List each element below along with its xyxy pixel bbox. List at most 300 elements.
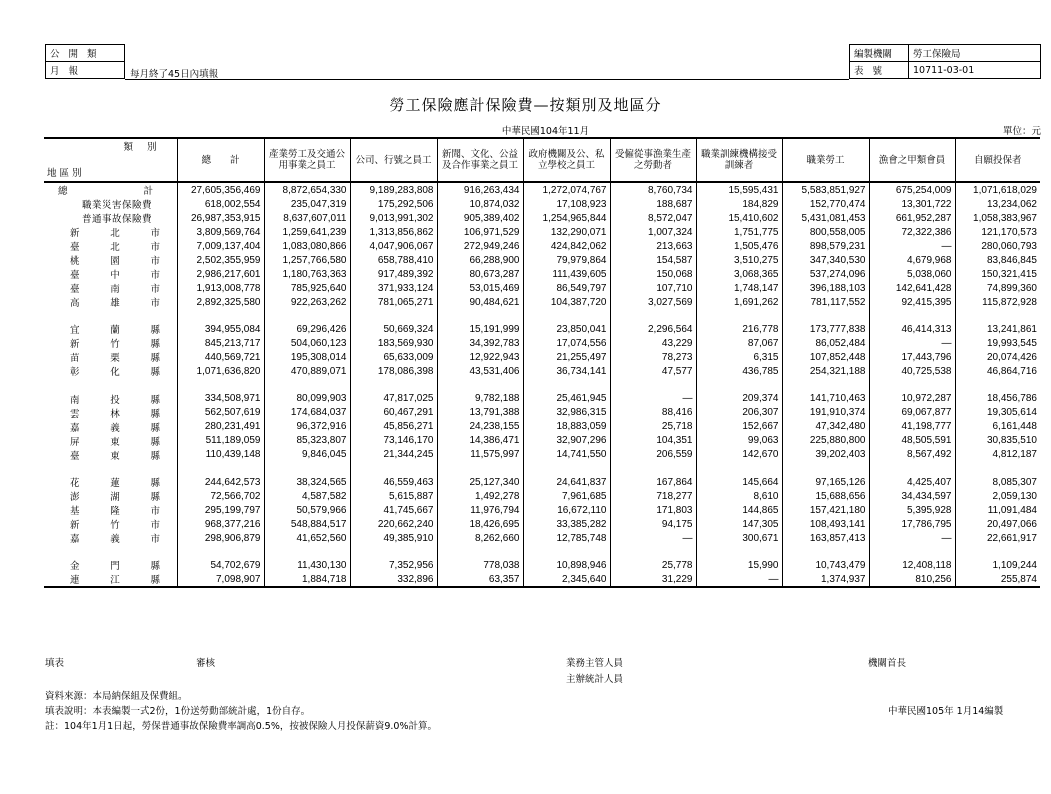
- value-cell: 74,899,360: [986, 282, 1037, 294]
- value-cell: 21,344,245: [350, 448, 437, 462]
- value-cell: 50,669,324: [350, 322, 437, 336]
- value-cell: 216,778: [696, 322, 782, 336]
- value-cell: [437, 462, 523, 475]
- value-cell: 11,430,130: [264, 558, 350, 572]
- value-cell: 537,274,096: [782, 267, 869, 281]
- value-cell: 167,864: [610, 475, 696, 489]
- row-label: [44, 406, 177, 420]
- row-label-text: 新竹縣: [70, 339, 160, 351]
- col-header: 產業勞工及交通公用事業之員工: [264, 138, 350, 182]
- compiled-date: 中華民國105年 1月14編製: [888, 706, 1004, 717]
- value-cell: 922,263,262: [264, 295, 350, 309]
- value-cell: 17,786,795: [869, 517, 955, 531]
- col-header: 職業勞工: [782, 138, 869, 182]
- value-cell: 46,559,463: [350, 475, 437, 489]
- table-row: [44, 253, 1040, 267]
- value-cell: 152,770,474: [782, 197, 869, 211]
- value-cell: 255,874: [955, 572, 1040, 587]
- value-cell: 66,288,900: [437, 253, 523, 267]
- value-cell: 72,566,702: [177, 489, 264, 503]
- value-cell: [523, 462, 610, 475]
- value-cell: 41,198,777: [869, 420, 955, 434]
- value-cell: 1,884,718: [264, 572, 350, 587]
- value-cell: 800,558,005: [782, 225, 869, 239]
- row-label: [44, 572, 177, 587]
- header-right-box: [849, 44, 1041, 79]
- value-cell: 8,637,607,011: [264, 211, 350, 225]
- value-cell: 104,351: [610, 434, 696, 448]
- value-cell: [350, 378, 437, 391]
- value-cell: 83,846,845: [986, 254, 1037, 266]
- row-label: [44, 503, 177, 517]
- value-cell: [869, 309, 955, 322]
- row-label-text: 屏東縣: [70, 436, 160, 448]
- value-cell: 47,817,025: [350, 392, 437, 406]
- row-label-text: 總 計: [58, 186, 154, 197]
- table-row: [44, 182, 1040, 197]
- value-cell: [177, 309, 264, 322]
- value-cell: 141,710,463: [782, 392, 869, 406]
- value-cell: 25,127,340: [437, 475, 523, 489]
- value-cell: [350, 462, 437, 475]
- value-cell: [782, 309, 869, 322]
- value-cell: 9,013,991,302: [350, 211, 437, 225]
- value-cell: 25,778: [610, 558, 696, 572]
- row-label: [44, 239, 177, 253]
- value-cell: 254,321,188: [782, 364, 869, 378]
- value-cell: 106,971,529: [437, 225, 523, 239]
- value-cell: 173,777,838: [782, 322, 869, 336]
- value-cell: 1,071,618,029: [973, 184, 1037, 196]
- value-cell: [177, 545, 264, 558]
- value-cell: 152,667: [696, 420, 782, 434]
- spacer-row: [44, 462, 1040, 475]
- value-cell: 43,531,406: [437, 364, 523, 378]
- table-row: [44, 267, 1040, 281]
- table-row: [44, 475, 1040, 489]
- value-cell: 73,146,170: [350, 434, 437, 448]
- value-cell: 50,579,966: [264, 503, 350, 517]
- value-cell: 46,864,716: [986, 365, 1037, 377]
- value-cell: 48,505,591: [869, 434, 955, 448]
- value-cell: 38,324,565: [264, 475, 350, 489]
- value-cell: 371,933,124: [350, 281, 437, 295]
- category-label: 類別: [123, 142, 171, 153]
- value-cell: 298,906,879: [177, 531, 264, 545]
- value-cell: 898,579,231: [782, 239, 869, 253]
- value-cell: [610, 309, 696, 322]
- value-cell: [869, 462, 955, 475]
- corner-header: [44, 138, 177, 182]
- filler-label: 填表: [45, 658, 65, 669]
- value-cell: 22,661,917: [986, 532, 1037, 544]
- value-cell: [350, 545, 437, 558]
- value-cell: 32,907,296: [523, 434, 610, 448]
- value-cell: 17,108,923: [523, 197, 610, 211]
- value-cell: 183,569,930: [350, 336, 437, 350]
- row-label-text: 臺南市: [70, 284, 160, 295]
- report-deadline: 每月終了45日內填報: [130, 69, 219, 80]
- value-cell: [955, 545, 1040, 558]
- value-cell: 41,745,667: [350, 503, 437, 517]
- value-cell: 916,263,434: [437, 182, 523, 197]
- value-cell: 142,670: [696, 448, 782, 462]
- value-cell: 11,091,484: [987, 504, 1037, 516]
- value-cell: —: [869, 239, 955, 253]
- header-left-rule: [125, 79, 849, 80]
- value-cell: 80,099,903: [264, 392, 350, 406]
- value-cell: 157,421,180: [782, 503, 869, 517]
- value-cell: 191,910,374: [782, 406, 869, 420]
- col-header: 總 計: [177, 138, 264, 182]
- value-cell: 1,058,383,967: [973, 212, 1037, 224]
- table-row: [44, 239, 1040, 253]
- unit-label: 單位：元: [1002, 126, 1041, 137]
- premium-table: [44, 137, 1040, 588]
- value-cell: [782, 545, 869, 558]
- col-header: 受僱從事漁業生產之勞動者: [610, 138, 696, 182]
- value-cell: 424,842,062: [523, 239, 610, 253]
- value-cell: [437, 545, 523, 558]
- value-cell: 14,741,550: [523, 448, 610, 462]
- value-cell: [610, 378, 696, 391]
- value-cell: 5,583,851,927: [782, 182, 869, 197]
- business-head-label: 業務主管人員: [566, 658, 624, 669]
- value-cell: 4,047,906,067: [350, 239, 437, 253]
- value-cell: 917,489,392: [350, 267, 437, 281]
- value-cell: 46,414,313: [869, 322, 955, 336]
- value-cell: 85,323,807: [264, 434, 350, 448]
- value-cell: 13,241,861: [986, 323, 1037, 335]
- value-cell: [264, 545, 350, 558]
- row-label: [44, 253, 177, 267]
- value-cell: 2,059,130: [992, 490, 1037, 502]
- value-cell: 30,835,510: [986, 435, 1037, 447]
- value-cell: 15,191,999: [437, 322, 523, 336]
- spacer-row: [44, 378, 1040, 391]
- value-cell: 121,170,573: [981, 226, 1037, 238]
- value-cell: 25,718: [610, 420, 696, 434]
- value-cell: 300,671: [696, 531, 782, 545]
- value-cell: [437, 309, 523, 322]
- value-cell: 10,972,287: [869, 392, 955, 406]
- rate-note: 註：104年1月1日起，勞保普通事故保險費率調高0.5%，按被保險人月投保薪資9.0%計算。: [45, 721, 437, 732]
- value-cell: [955, 378, 1040, 391]
- row-label-text: 臺北市: [70, 242, 160, 253]
- value-cell: 184,829: [696, 197, 782, 211]
- filling-note: 填表說明：本表編製一式2份，1份送勞動部統計處，1份自存。: [45, 706, 311, 717]
- value-cell: [350, 309, 437, 322]
- value-cell: 18,883,059: [523, 420, 610, 434]
- value-cell: 209,374: [696, 392, 782, 406]
- table-row: [44, 489, 1040, 503]
- value-cell: 27,605,356,469: [177, 182, 264, 197]
- row-label-text: 基隆市: [70, 506, 160, 518]
- value-cell: 1,257,766,580: [264, 253, 350, 267]
- value-cell: [696, 545, 782, 558]
- value-cell: 436,785: [696, 364, 782, 378]
- value-cell: 5,615,887: [350, 489, 437, 503]
- value-cell: —: [869, 531, 955, 545]
- value-cell: 6,315: [696, 350, 782, 364]
- value-cell: 144,865: [696, 503, 782, 517]
- value-cell: 24,238,155: [437, 420, 523, 434]
- value-cell: 347,340,530: [782, 253, 869, 267]
- value-cell: 10,898,946: [523, 558, 610, 572]
- value-cell: 8,262,660: [437, 531, 523, 545]
- table-row: [44, 364, 1040, 378]
- value-cell: 178,086,398: [350, 364, 437, 378]
- value-cell: 778,038: [437, 558, 523, 572]
- value-cell: 86,549,797: [523, 281, 610, 295]
- value-cell: 11,976,794: [437, 503, 523, 517]
- value-cell: 31,229: [610, 572, 696, 587]
- value-cell: 206,307: [696, 406, 782, 420]
- value-cell: 19,305,614: [986, 407, 1037, 419]
- value-cell: 34,392,783: [437, 336, 523, 350]
- value-cell: 4,425,407: [869, 475, 955, 489]
- row-label-text: 嘉義縣: [70, 422, 160, 434]
- value-cell: 2,296,564: [610, 322, 696, 336]
- value-cell: 7,961,685: [523, 489, 610, 503]
- value-cell: 142,641,428: [869, 281, 955, 295]
- value-cell: 90,484,621: [437, 295, 523, 309]
- value-cell: 5,431,081,453: [782, 211, 869, 225]
- value-cell: 1,505,476: [696, 239, 782, 253]
- row-label: [44, 517, 177, 531]
- value-cell: 15,990: [696, 558, 782, 572]
- value-cell: 10,874,032: [437, 197, 523, 211]
- value-cell: 4,812,187: [992, 449, 1037, 461]
- value-cell: 107,710: [610, 281, 696, 295]
- value-cell: 86,052,484: [782, 336, 869, 350]
- value-cell: 220,662,240: [350, 517, 437, 531]
- value-cell: 1,272,074,767: [523, 182, 610, 197]
- table-row: [44, 336, 1040, 350]
- row-label-text: 苗栗縣: [70, 353, 160, 365]
- table-row: [44, 572, 1040, 587]
- value-cell: 72,322,386: [869, 225, 955, 239]
- value-cell: [610, 545, 696, 558]
- value-cell: 97,165,126: [782, 475, 869, 489]
- value-cell: 272,949,246: [437, 239, 523, 253]
- value-cell: 43,229: [610, 336, 696, 350]
- value-cell: 781,065,271: [350, 295, 437, 309]
- value-cell: 1,083,080,866: [264, 239, 350, 253]
- value-cell: —: [869, 336, 955, 350]
- value-cell: 1,691,262: [696, 295, 782, 309]
- table-row: [44, 392, 1040, 406]
- row-label: [44, 336, 177, 350]
- monthly-report-label: 月報: [46, 62, 125, 79]
- table-row: [44, 448, 1040, 462]
- value-cell: 34,434,597: [869, 489, 955, 503]
- value-cell: 718,277: [610, 489, 696, 503]
- row-label-text: 花蓮縣: [70, 478, 160, 490]
- value-cell: 8,085,307: [992, 476, 1037, 488]
- row-label: [44, 462, 177, 475]
- value-cell: 8,610: [696, 489, 782, 503]
- value-cell: 94,175: [610, 517, 696, 531]
- value-cell: 15,410,602: [696, 211, 782, 225]
- value-cell: [696, 378, 782, 391]
- table-row: [44, 281, 1040, 295]
- value-cell: 115,872,928: [982, 296, 1037, 308]
- row-label: [44, 309, 177, 322]
- col-header: 公司、行號之員工: [350, 138, 437, 182]
- value-cell: 4,679,968: [869, 253, 955, 267]
- value-cell: 92,415,395: [869, 295, 955, 309]
- value-cell: 1,313,856,862: [350, 225, 437, 239]
- value-cell: 15,688,656: [782, 489, 869, 503]
- table-row: [44, 350, 1040, 364]
- col-header: 職業訓練機構接受訓練者: [696, 138, 782, 182]
- table-header-row: [44, 138, 1040, 182]
- row-label-text: 澎湖縣: [70, 492, 160, 504]
- value-cell: 171,803: [610, 503, 696, 517]
- value-cell: 2,986,217,601: [177, 267, 264, 281]
- value-cell: 2,345,640: [523, 572, 610, 587]
- value-cell: 295,199,797: [177, 503, 264, 517]
- value-cell: 147,305: [696, 517, 782, 531]
- value-cell: 18,456,786: [986, 393, 1037, 405]
- form-number-label: 表號: [850, 62, 909, 79]
- value-cell: 154,587: [610, 253, 696, 267]
- value-cell: 1,007,324: [610, 225, 696, 239]
- value-cell: [782, 378, 869, 391]
- value-cell: 25,461,945: [523, 392, 610, 406]
- value-cell: [437, 378, 523, 391]
- value-cell: 905,389,402: [437, 211, 523, 225]
- value-cell: 2,892,325,580: [177, 295, 264, 309]
- value-cell: 13,791,388: [437, 406, 523, 420]
- value-cell: 39,202,403: [782, 448, 869, 462]
- agency-head-label: 機關首長: [868, 658, 907, 669]
- value-cell: 244,642,573: [177, 475, 264, 489]
- row-label: [44, 197, 177, 211]
- value-cell: 49,385,910: [350, 531, 437, 545]
- value-cell: 63,357: [437, 572, 523, 587]
- data-source: 資料來源：本局納保組及保費組。: [45, 691, 188, 702]
- value-cell: 661,952,287: [869, 211, 955, 225]
- value-cell: 188,687: [610, 197, 696, 211]
- row-label-text: 職業災害保險費: [82, 200, 153, 211]
- value-cell: 235,047,319: [264, 197, 350, 211]
- value-cell: 1,374,937: [782, 572, 869, 587]
- value-cell: 14,386,471: [437, 434, 523, 448]
- value-cell: 7,009,137,404: [177, 239, 264, 253]
- row-label: [44, 322, 177, 336]
- value-cell: [782, 462, 869, 475]
- value-cell: 96,372,916: [264, 420, 350, 434]
- value-cell: 968,377,216: [177, 517, 264, 531]
- value-cell: [696, 462, 782, 475]
- value-cell: 3,068,365: [696, 267, 782, 281]
- value-cell: 40,725,538: [869, 364, 955, 378]
- value-cell: 10,743,479: [782, 558, 869, 572]
- value-cell: 16,672,110: [523, 503, 610, 517]
- row-label: [44, 448, 177, 462]
- value-cell: 3,809,569,764: [177, 225, 264, 239]
- value-cell: 1,254,965,844: [523, 211, 610, 225]
- row-label: [44, 531, 177, 545]
- value-cell: 394,955,084: [177, 322, 264, 336]
- value-cell: 150,321,415: [981, 268, 1037, 280]
- value-cell: 19,993,545: [986, 337, 1037, 349]
- row-label: [44, 489, 177, 503]
- value-cell: 175,292,506: [350, 197, 437, 211]
- report-period: 中華民國104年11月: [501, 126, 590, 137]
- row-label-text: 宜蘭縣: [70, 325, 160, 337]
- value-cell: 47,342,480: [782, 420, 869, 434]
- value-cell: 99,063: [696, 434, 782, 448]
- row-label-text: 彰化縣: [70, 367, 160, 379]
- value-cell: 504,060,123: [264, 336, 350, 350]
- value-cell: 41,652,560: [264, 531, 350, 545]
- row-label-text: 嘉義市: [70, 534, 160, 546]
- value-cell: 8,572,047: [610, 211, 696, 225]
- value-cell: 5,038,060: [869, 267, 955, 281]
- value-cell: 3,027,569: [610, 295, 696, 309]
- value-cell: 13,234,062: [986, 198, 1037, 210]
- value-cell: 845,213,717: [177, 336, 264, 350]
- table-row: [44, 211, 1040, 225]
- row-label-text: 金門縣: [70, 561, 160, 573]
- value-cell: 13,301,722: [869, 197, 955, 211]
- value-cell: 9,189,283,808: [350, 182, 437, 197]
- col-header: 自願投保者: [955, 138, 1040, 182]
- value-cell: 36,734,141: [523, 364, 610, 378]
- value-cell: 15,595,431: [696, 182, 782, 197]
- value-cell: 8,760,734: [610, 182, 696, 197]
- table-row: [44, 503, 1040, 517]
- value-cell: 6,161,448: [992, 421, 1037, 433]
- value-cell: 8,872,654,330: [264, 182, 350, 197]
- value-cell: 79,979,864: [523, 253, 610, 267]
- header-left-box: [45, 44, 125, 79]
- value-cell: [523, 545, 610, 558]
- value-cell: 78,273: [610, 350, 696, 364]
- value-cell: 26,987,353,915: [177, 211, 264, 225]
- value-cell: 174,684,037: [264, 406, 350, 420]
- value-cell: 1,109,244: [992, 559, 1037, 571]
- table-row: [44, 295, 1040, 309]
- row-label: [44, 295, 177, 309]
- value-cell: 110,439,148: [177, 448, 264, 462]
- row-label-text: 桃園市: [70, 256, 160, 267]
- value-cell: 810,256: [869, 572, 955, 587]
- value-cell: 7,098,907: [177, 572, 264, 587]
- value-cell: 7,352,956: [350, 558, 437, 572]
- value-cell: 1,913,008,778: [177, 281, 264, 295]
- value-cell: 332,896: [350, 572, 437, 587]
- value-cell: 562,507,619: [177, 406, 264, 420]
- table-row: [44, 225, 1040, 239]
- value-cell: 396,188,103: [782, 281, 869, 295]
- table-row: [44, 420, 1040, 434]
- value-cell: 4,587,582: [264, 489, 350, 503]
- value-cell: 206,559: [610, 448, 696, 462]
- row-label: [44, 281, 177, 295]
- value-cell: 45,856,271: [350, 420, 437, 434]
- row-label: [44, 211, 177, 225]
- value-cell: 23,850,041: [523, 322, 610, 336]
- value-cell: 1,071,636,820: [177, 364, 264, 378]
- row-label: [44, 558, 177, 572]
- row-label-text: 連江縣: [70, 575, 160, 587]
- value-cell: 548,884,517: [264, 517, 350, 531]
- value-cell: 32,986,315: [523, 406, 610, 420]
